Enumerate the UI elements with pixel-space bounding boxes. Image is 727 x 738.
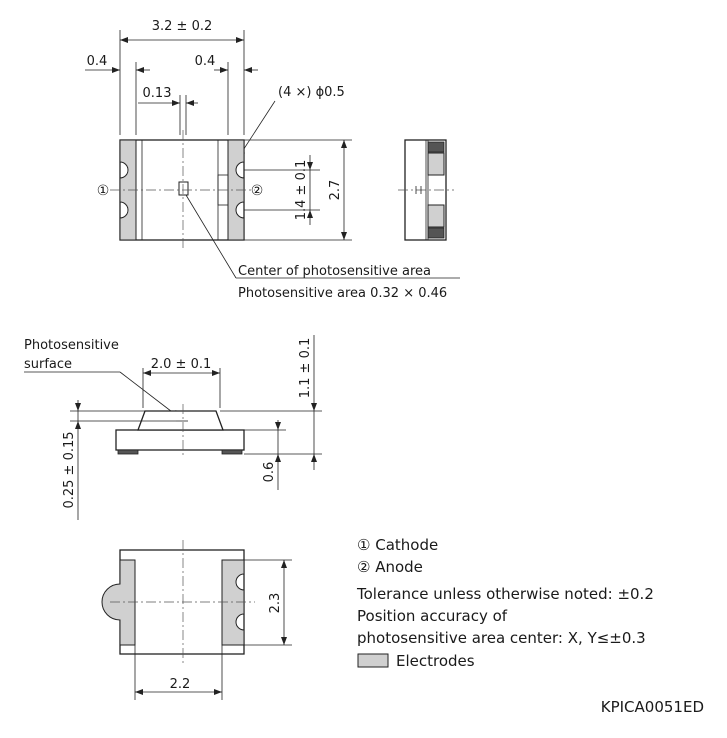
legend-position-1: Position accuracy of	[357, 607, 508, 625]
bottom-left-electrode	[102, 560, 135, 645]
top-pitch-dim: 1.4 ± 0.1	[294, 159, 309, 221]
end-view	[398, 140, 454, 240]
pin1-mark: ①	[96, 183, 110, 199]
legend-tolerance: Tolerance unless otherwise noted: ±0.2	[357, 585, 654, 603]
callout-center: Center of photosensitive area	[238, 264, 431, 279]
bottom-view	[102, 540, 292, 700]
side-base-height-dim: 0.6	[262, 461, 277, 483]
bottom-right-electrode	[222, 560, 244, 645]
drawing-code: KPICA0051ED	[600, 698, 704, 716]
top-right-margin-dim: 0.4	[194, 54, 216, 69]
top-photosensitive-area	[179, 182, 188, 195]
top-left-margin-dim: 0.4	[86, 54, 108, 69]
side-total-height-dim: 1.1 ± 0.1	[298, 337, 313, 399]
legend	[356, 536, 654, 670]
top-view	[85, 19, 460, 301]
pin2-mark: ②	[250, 183, 264, 199]
legend-position-2: photosensitive area center: X, Y≤±0.3	[357, 629, 646, 647]
side-view	[24, 335, 322, 520]
side-dome-width-dim: 2.0 ± 0.1	[150, 357, 212, 372]
side-label-1: Photosensitive	[24, 338, 119, 353]
top-holes-dim: (4 ×) ϕ0.5	[278, 85, 345, 100]
legend-electrodes: Electrodes	[396, 652, 475, 670]
top-offset-dim: 0.13	[142, 86, 172, 101]
top-height-dim: 2.7	[328, 179, 343, 201]
side-label-2: surface	[24, 357, 73, 372]
legend-cathode: ① Cathode	[357, 536, 439, 554]
legend-anode: ② Anode	[357, 558, 423, 576]
top-width-dim: 3.2 ± 0.2	[151, 19, 213, 34]
callout-area: Photosensitive area 0.32 × 0.46	[238, 286, 448, 301]
electrode-swatch	[358, 654, 388, 667]
bottom-width-dim: 2.2	[169, 677, 191, 692]
side-surface-height-dim: 0.25 ± 0.15	[62, 431, 77, 509]
bottom-height-dim: 2.3	[268, 592, 283, 614]
